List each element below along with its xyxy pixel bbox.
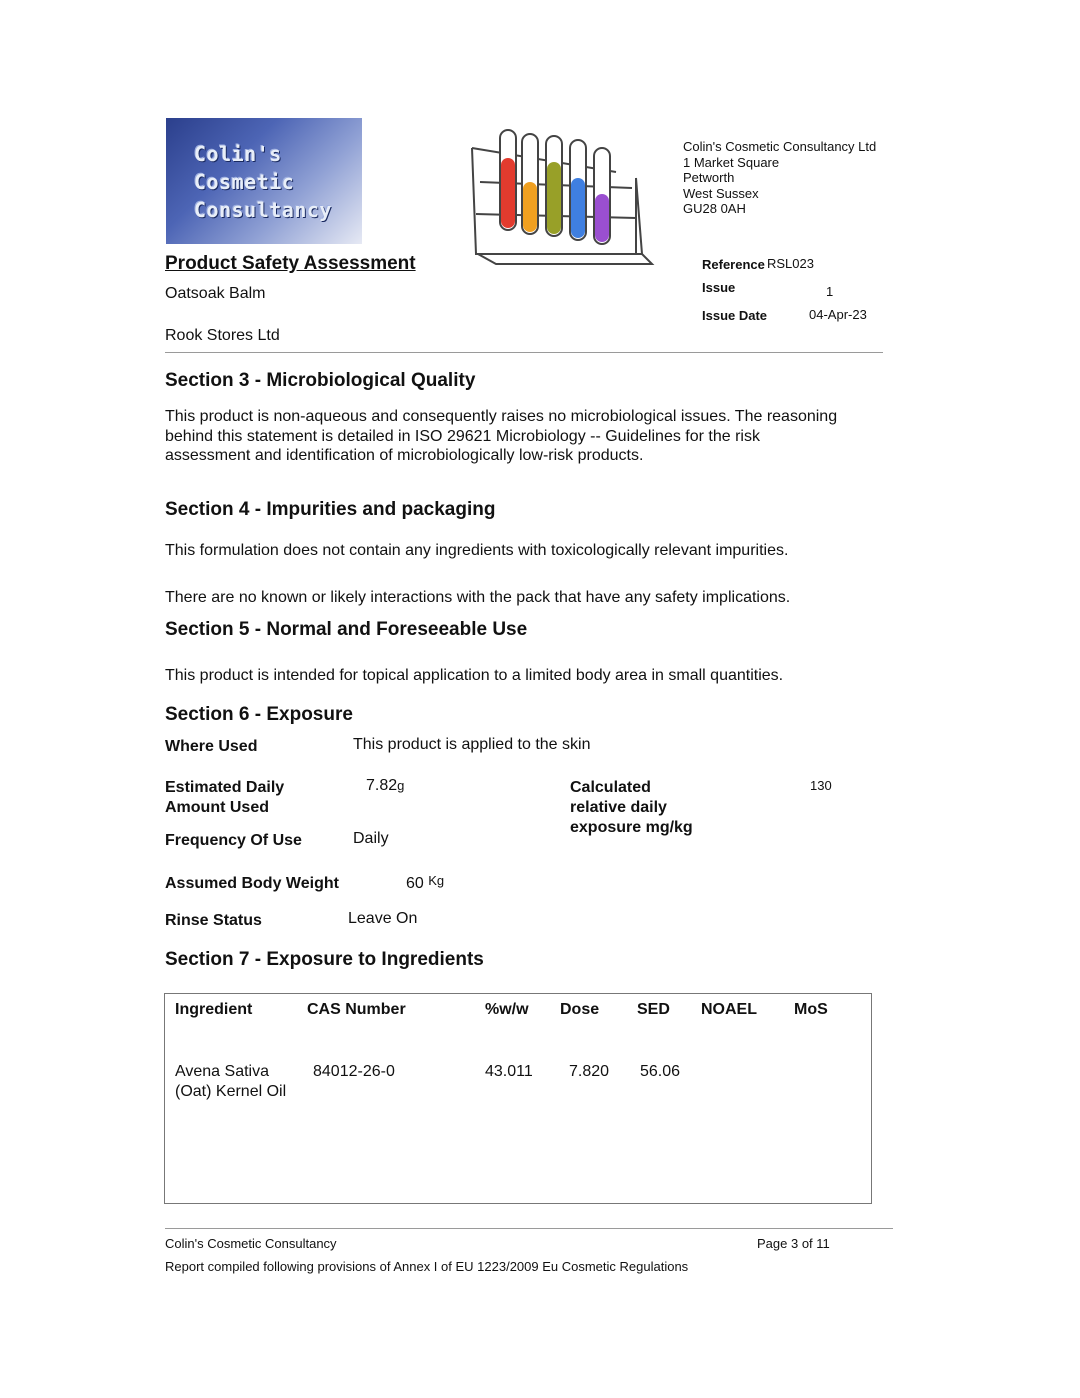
body-weight-label: Assumed Body Weight [165, 875, 339, 892]
body-weight-unit: Kg [428, 873, 445, 888]
daily-amount-label [165, 778, 284, 818]
logo-line: Colin's [194, 142, 282, 166]
section-5-heading: Section 5 - Normal and Foreseeable Use [165, 619, 528, 640]
calculated-exposure-label [570, 778, 693, 838]
daily-amount-unit: g [397, 778, 405, 793]
column-header-noael: NOAEL [701, 1001, 757, 1018]
tube-blue-liquid [571, 178, 585, 238]
company-logo [166, 118, 362, 244]
table-cell-cas-number: 84012-26-0 [313, 1063, 395, 1080]
footer-company: Colin's Cosmetic Consultancy [165, 1236, 337, 1251]
footer-regulation-note: Report compiled following provisions of Annex I of EU 1223/2009 Eu Cosmetic Regulations [165, 1259, 689, 1274]
column-header-ingredient: Ingredient [175, 1001, 253, 1018]
rinse-status-value: Leave On [348, 910, 418, 927]
paragraph-line: behind this statement is detailed in ISO 29621 Microbiology -- Guidelines for the risk [165, 427, 760, 445]
issue-label: Issue [702, 280, 736, 295]
column-header-mos: MoS [794, 1001, 828, 1018]
rinse-status-label: Rinse Status [165, 912, 262, 929]
paragraph-line: assessment and identification of microbiologically low-risk products. [165, 447, 644, 464]
address-line: 1 Market Square [683, 154, 780, 170]
footer-divider [165, 1228, 893, 1229]
client-name: Rook Stores Ltd [165, 327, 280, 344]
label-line: Calculated [570, 779, 651, 796]
section-6-heading: Section 6 - Exposure [165, 704, 353, 725]
frequency-label: Frequency Of Use [165, 832, 302, 849]
body-weight-value [406, 873, 444, 893]
footer-page-number: Page 3 of 11 [757, 1236, 830, 1251]
column-header-dose: Dose [560, 1001, 600, 1018]
section-3-paragraph [165, 407, 885, 466]
address-line: Colin's Cosmetic Consultancy Ltd [683, 139, 877, 154]
section-5-paragraph: This product is intended for topical application to a limited body area in small quantities. [165, 667, 784, 684]
table-cell-ingredient [175, 1062, 286, 1101]
column-header-cas-number: CAS Number [307, 1001, 406, 1018]
daily-amount-value [366, 777, 404, 795]
logo-line: Consultancy [194, 198, 332, 222]
where-used-value: This product is applied to the skin [353, 736, 591, 753]
tube-red-liquid [501, 158, 515, 228]
frequency-value: Daily [353, 830, 389, 847]
where-used-label: Where Used [165, 738, 258, 755]
reference-label: Reference [702, 257, 765, 272]
column-header-sed: SED [637, 1001, 670, 1018]
reference-value: RSL023 [767, 256, 814, 271]
section-4-paragraph-2: There are no known or likely interactions with the pack that have any safety implications. [165, 589, 791, 606]
section-4-paragraph-1: This formulation does not contain any ingredients with toxicologically relevant impurities. [165, 542, 789, 559]
label-line: Amount Used [165, 799, 269, 816]
address-line: West Sussex [683, 185, 759, 201]
label-line: exposure mg/kg [570, 819, 693, 836]
calculated-exposure-value: 130 [810, 778, 832, 793]
section-4-heading: Section 4 - Impurities and packaging [165, 499, 496, 520]
address-line: GU28 0AH [683, 201, 746, 216]
label-line: Estimated Daily [165, 779, 285, 796]
issue-date-value: 04-Apr-23 [809, 307, 867, 322]
section-3-heading: Section 3 - Microbiological Quality [165, 370, 476, 391]
ingredient-line: (Oat) Kernel Oil [175, 1082, 287, 1100]
issue-date-label: Issue Date [702, 308, 768, 323]
table-cell-percent-ww: 43.011 [485, 1063, 533, 1080]
header-divider [165, 352, 883, 353]
daily-amount-number: 7.82 [366, 777, 398, 794]
body-weight-number: 60 [406, 875, 424, 892]
address-line: Petworth [683, 170, 735, 185]
ingredient-line: Avena Sativa [175, 1063, 269, 1080]
tube-orange-liquid [523, 182, 537, 232]
ingredients-table [164, 993, 872, 1204]
column-header-percent-ww: %w/w [485, 1001, 529, 1018]
issue-value: 1 [826, 284, 834, 299]
product-name: Oatsoak Balm [165, 285, 266, 302]
paragraph-line: This product is non-aqueous and consequently raises no microbiological issues. The reasoning [165, 408, 838, 425]
test-tube-rack-illustration [466, 122, 658, 270]
section-7-heading: Section 7 - Exposure to Ingredients [165, 949, 484, 970]
logo-line: Cosmetic [194, 170, 295, 194]
label-line: relative daily [570, 799, 667, 816]
table-cell-dose: 7.820 [569, 1063, 610, 1080]
tube-olive-liquid [547, 162, 561, 234]
document-title: Product Safety Assessment [165, 253, 416, 274]
table-cell-sed: 56.06 [640, 1063, 681, 1080]
tube-purple-liquid [595, 194, 609, 242]
company-address [683, 139, 876, 217]
